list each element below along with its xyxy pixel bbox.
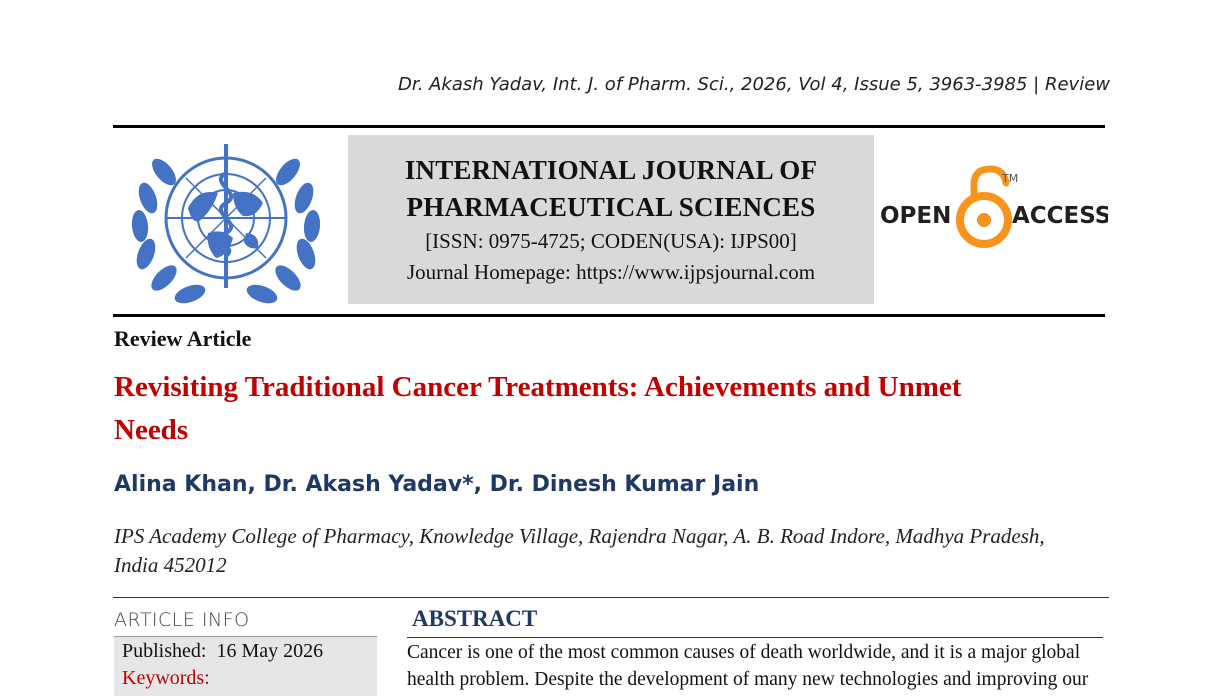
article-title-line1: Revisiting Traditional Cancer Treatments: Achievements and Unmet [114,371,962,403]
affiliation-line2: India 452012 [114,553,227,577]
open-access-logo [878,165,1108,255]
oa-open-text: OPEN [880,203,952,229]
abstract-line2: health problem. Despite the development of many new technologies and improving our [407,669,1089,690]
affiliation [114,522,1114,580]
journal-masthead [348,135,874,304]
published-value: 16 May 2026 [216,640,324,662]
journal-title-line2: PHARMACEUTICAL SCIENCES [406,192,816,222]
journal-title-line1: INTERNATIONAL JOURNAL OF [404,155,818,185]
abstract-text [407,639,1105,693]
emblem-icon [128,138,324,306]
affiliation-line1: IPS Academy College of Pharmacy, Knowledge Village, Rajendra Nagar, A. B. Road Indore, Madhya Pradesh, [114,524,1045,548]
section-divider [113,597,1109,598]
running-header: Dr. Akash Yadav, Int. J. of Pharm. Sci., 2026, Vol 4, Issue 5, 3963-3985 | Review [398,74,1110,95]
article-type: Review Article [114,326,252,351]
article-title [114,366,1094,452]
published-label: Published: [122,640,207,662]
article-info-heading: ARTICLE INFO [114,609,250,631]
header-rule-bottom [113,314,1105,317]
oa-access-text: ACCESS [1012,203,1108,229]
oa-tm-text: TM [1002,172,1019,185]
published-date [122,640,323,663]
homepage-line: Journal Homepage: https://www.ijpsjournal.com [406,260,816,284]
open-access-icon [878,165,1108,255]
article-title-line2: Needs [114,414,189,446]
keywords-label: Keywords: [122,667,210,689]
header-rule-top [113,125,1105,128]
journal-emblem-logo [128,138,324,306]
abstract-line1: Cancer is one of the most common causes of death worldwide, and it is a major global [407,642,1081,663]
abstract-heading: ABSTRACT [412,606,538,631]
authors: Alina Khan, Dr. Akash Yadav*, Dr. Dinesh Kumar Jain [114,472,760,497]
abstract-rule [407,637,1103,638]
journal-title [348,152,874,226]
issn-line: [ISSN: 0975-4725; CODEN(USA): IJPS00] [425,229,797,253]
